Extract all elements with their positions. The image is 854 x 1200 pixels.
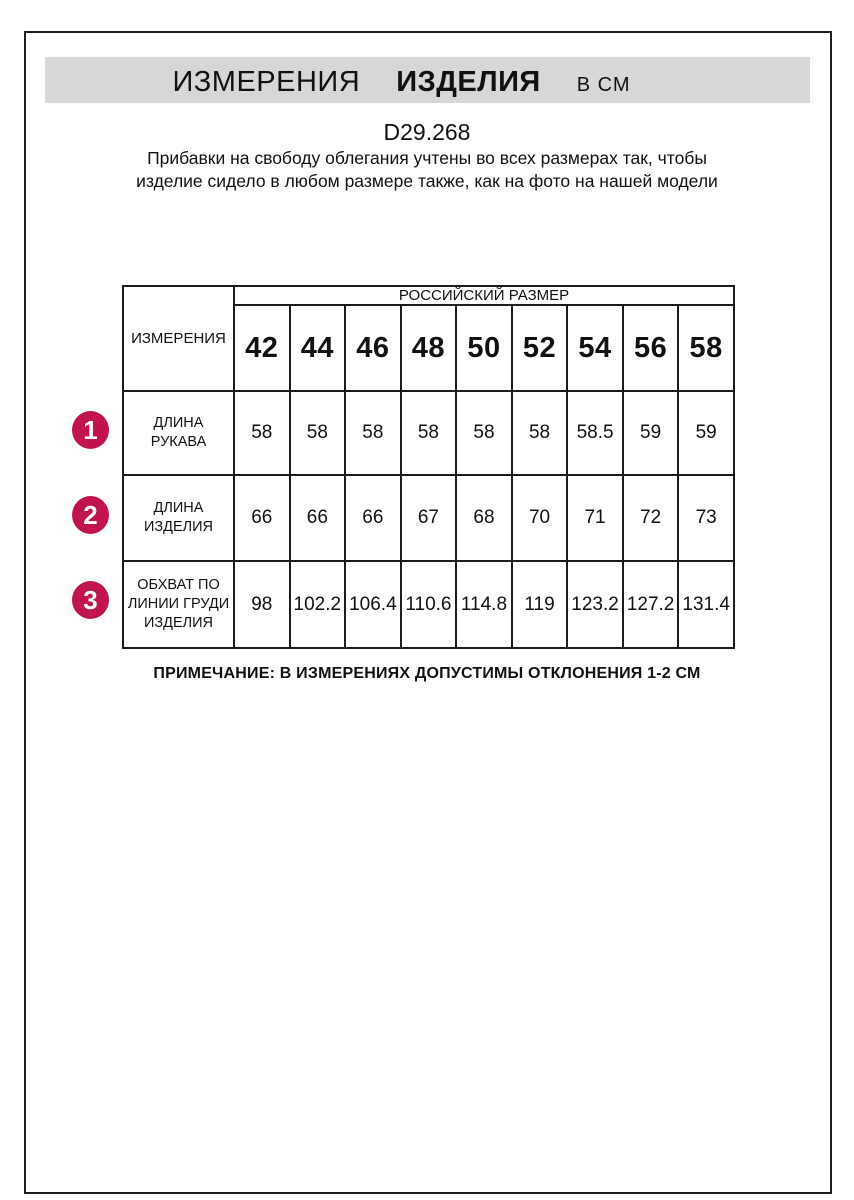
size-column-header: 52 (512, 305, 568, 391)
measurement-value: 102.2 (290, 561, 346, 648)
product-description: Прибавки на свободу облегания учтены во всех размерах так, чтобы изделие сидело в любом размере также, как на фото на нашей модели (136, 148, 718, 192)
size-column-header: 44 (290, 305, 346, 391)
measurement-value: 71 (567, 475, 623, 561)
row-number-badge-3: 3 (72, 581, 109, 619)
measurement-value: 119 (512, 561, 568, 648)
measurement-value: 58 (456, 391, 512, 475)
size-column-header: 50 (456, 305, 512, 391)
measurement-value: 66 (345, 475, 401, 561)
measurement-row-item-length (123, 475, 734, 561)
measurement-row-chest-girth (123, 561, 734, 648)
measurement-value: 131.4 (678, 561, 734, 648)
measurement-value: 110.6 (401, 561, 457, 648)
row-number-badge-1: 1 (72, 411, 109, 449)
measurement-value: 106.4 (345, 561, 401, 648)
size-column-header: 54 (567, 305, 623, 391)
measurement-value: 73 (678, 475, 734, 561)
size-column-header: 48 (401, 305, 457, 391)
article-code: D29.268 (383, 119, 471, 145)
measurement-value: 58.5 (567, 391, 623, 475)
measurements-corner-header: ИЗМЕРЕНИЯ (123, 286, 234, 391)
measurement-value: 58 (234, 391, 290, 475)
banner-unit-label: В СМ (576, 74, 631, 96)
measurement-value: 127.2 (623, 561, 679, 648)
size-column-header: 58 (678, 305, 734, 391)
measurement-row-sleeve-length (123, 391, 734, 475)
measurement-value: 58 (290, 391, 346, 475)
banner-title-product: ИЗДЕЛИЯ (396, 66, 541, 98)
measurement-value: 58 (345, 391, 401, 475)
measurement-value: 114.8 (456, 561, 512, 648)
note-text: ПРИМЕЧАНИЕ: В ИЗМЕРЕНИЯХ ДОПУСТИМЫ ОТКЛОНЕНИЯ 1-2 СМ (153, 665, 701, 682)
size-column-header: 56 (623, 305, 679, 391)
banner-title-measurements: ИЗМЕРЕНИЯ (172, 66, 361, 98)
measurement-value: 59 (678, 391, 734, 475)
measurement-label: ОБХВАТ ПО ЛИНИИ ГРУДИ ИЗДЕЛИЯ (123, 561, 234, 648)
measurement-value: 70 (512, 475, 568, 561)
measurement-value: 58 (401, 391, 457, 475)
size-group-header: РОССИЙСКИЙ РАЗМЕР (234, 286, 734, 305)
size-group-header-row (123, 286, 734, 305)
size-column-header: 46 (345, 305, 401, 391)
measurement-value: 58 (512, 391, 568, 475)
title-banner (45, 57, 810, 103)
measurement-value: 72 (623, 475, 679, 561)
measurement-value: 66 (234, 475, 290, 561)
measurement-value: 59 (623, 391, 679, 475)
measurement-value: 67 (401, 475, 457, 561)
measurement-label: ДЛИНА РУКАВА (123, 391, 234, 475)
measurement-value: 66 (290, 475, 346, 561)
row-number-badge-2: 2 (72, 496, 109, 534)
measurement-label: ДЛИНА ИЗДЕЛИЯ (123, 475, 234, 561)
size-column-header: 42 (234, 305, 290, 391)
measurement-value: 68 (456, 475, 512, 561)
measurement-value: 98 (234, 561, 290, 648)
size-table (122, 285, 735, 649)
measurement-value: 123.2 (567, 561, 623, 648)
